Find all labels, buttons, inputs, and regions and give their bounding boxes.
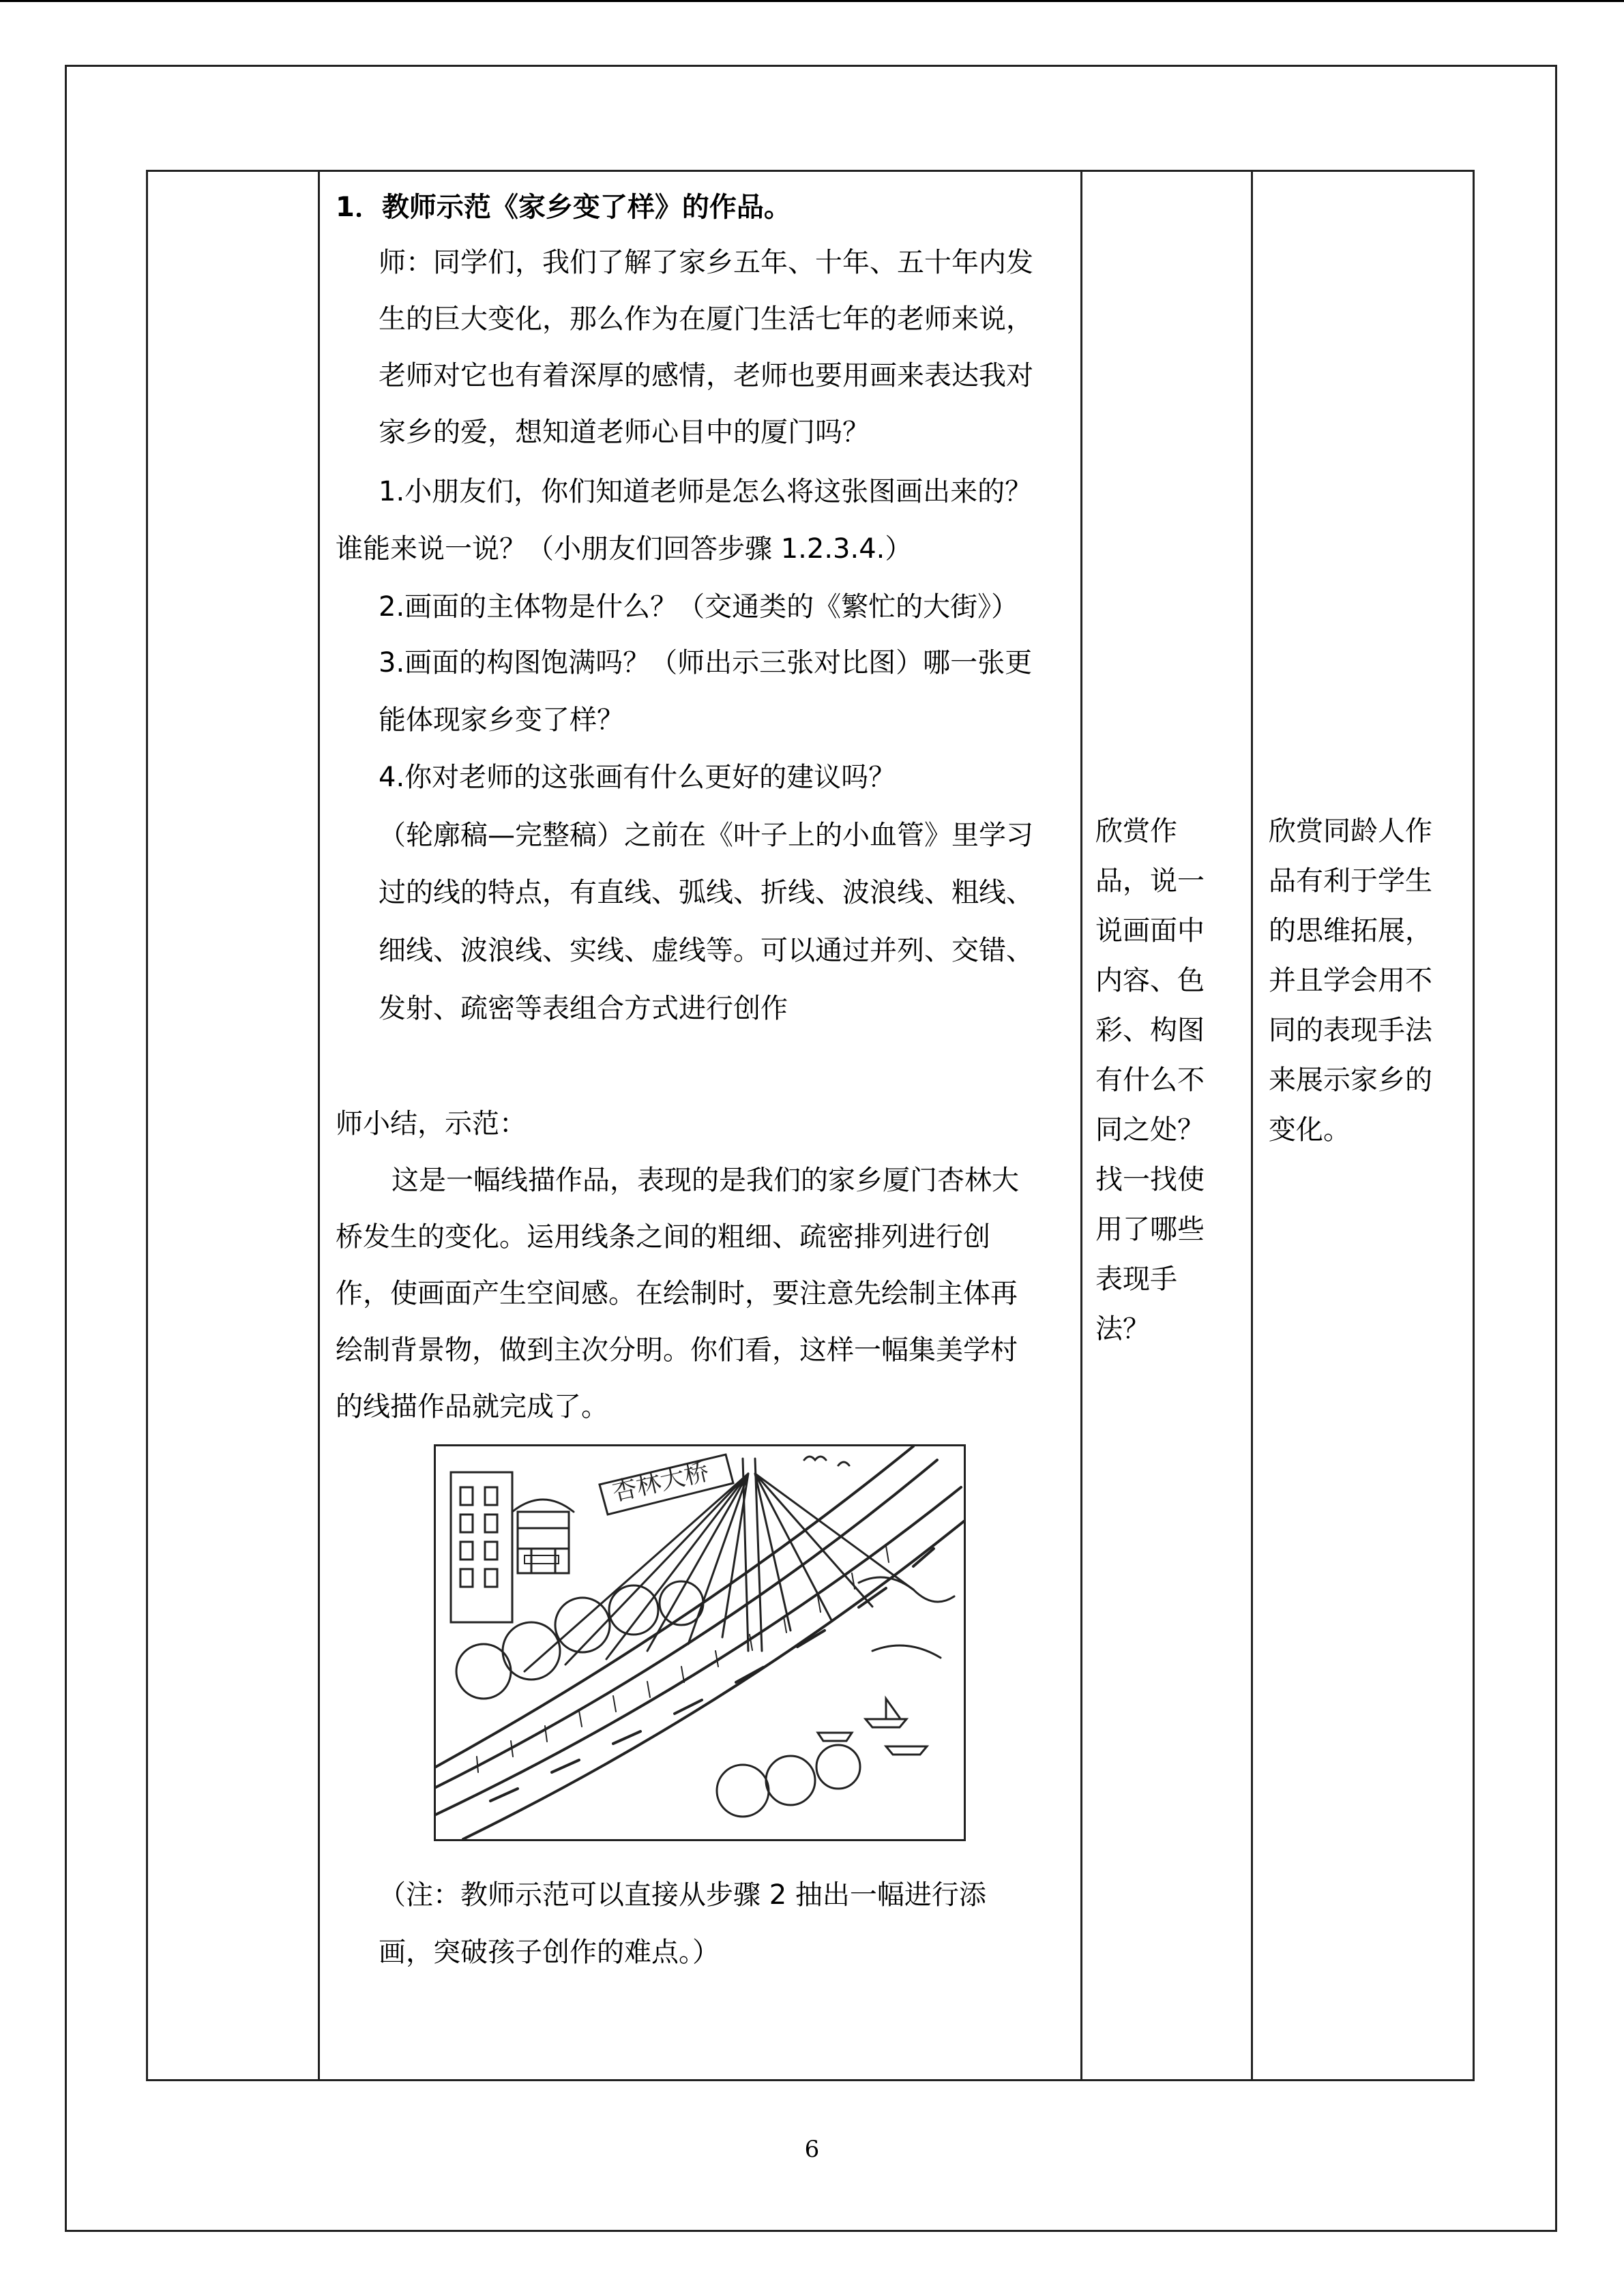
- question-2-line: 2.画面的主体物是什么？（交通类的《繁忙的大街》）: [379, 591, 1019, 623]
- question-3-line: 3.画面的构图饱满吗？（师出示三张对比图）哪一张更: [379, 647, 1033, 679]
- page-number: 6: [804, 2136, 820, 2163]
- summary-line: 的线描作品就完成了。: [336, 1391, 608, 1422]
- top-rule: [0, 0, 1624, 2]
- summary-title: 师小结，示范：: [336, 1108, 527, 1139]
- question-3-line: 能体现家乡变了样？: [379, 704, 624, 736]
- summary-line: 桥发生的变化。运用线条之间的粗细、疏密排列进行创: [336, 1221, 990, 1253]
- outline-line: 细线、波浪线、实线、虚线等。可以通过并列、交错、: [379, 935, 1033, 966]
- section-heading: 1．教师示范《家乡变了样》的作品。: [336, 192, 791, 223]
- intro-line: 家乡的爱，想知道老师心目中的厦门吗？: [379, 417, 870, 448]
- drawing-sign-text: 杏林大桥: [609, 1457, 712, 1507]
- student-activity-text: 欣赏作 品，说一 说画面中 内容、色 彩、构图 有什么不 同之处？ 找一找使 用了哪些 表现手 法？: [1095, 816, 1205, 1345]
- stage-column: [146, 170, 320, 2081]
- outline-line: （轮廓稿—完整稿）之前在《叶子上的小血管》里学习: [379, 820, 1033, 851]
- outline-line: 过的线的特点，有直线、弧线、折线、波浪线、粗线、: [379, 877, 1033, 908]
- summary-line: 这是一幅线描作品，表现的是我们的家乡厦门杏林大: [392, 1165, 1019, 1196]
- note-line: 画，突破孩子创作的难点。）: [379, 1937, 720, 1968]
- question-1-line: 1.小朋友们，你们知道老师是怎么将这张图画出来的？: [379, 476, 1033, 507]
- question-1-line: 谁能来说一说？（小朋友们回答步骤 1.2.3.4.）: [336, 533, 913, 565]
- design-intent-text: 欣赏同龄人作 品有利于学生 的思维拓展， 并且学会用不 同的表现手法 来展示家乡的 变化。: [1269, 816, 1432, 1146]
- intro-line: 老师对它也有着深厚的感情，老师也要用画来表达我对: [379, 360, 1033, 391]
- summary-line: 绘制背景物，做到主次分明。你们看，这样一幅集美学村: [336, 1335, 1018, 1366]
- question-4-line: 4.你对老师的这张画有什么更好的建议吗？: [379, 762, 896, 793]
- intro-line: 生的巨大变化，那么作为在厦门生活七年的老师来说，: [379, 303, 1033, 335]
- bridge-line-drawing: [434, 1444, 966, 1841]
- outline-line: 发射、疏密等表组合方式进行创作: [379, 993, 788, 1024]
- intro-line: 师：同学们，我们了解了家乡五年、十年、五十年内发: [379, 247, 1033, 278]
- note-line: （注：教师示范可以直接从步骤 2 抽出一幅进行添: [379, 1879, 986, 1911]
- summary-line: 作，使画面产生空间感。在绘制时，要注意先绘制主体再: [336, 1278, 1018, 1309]
